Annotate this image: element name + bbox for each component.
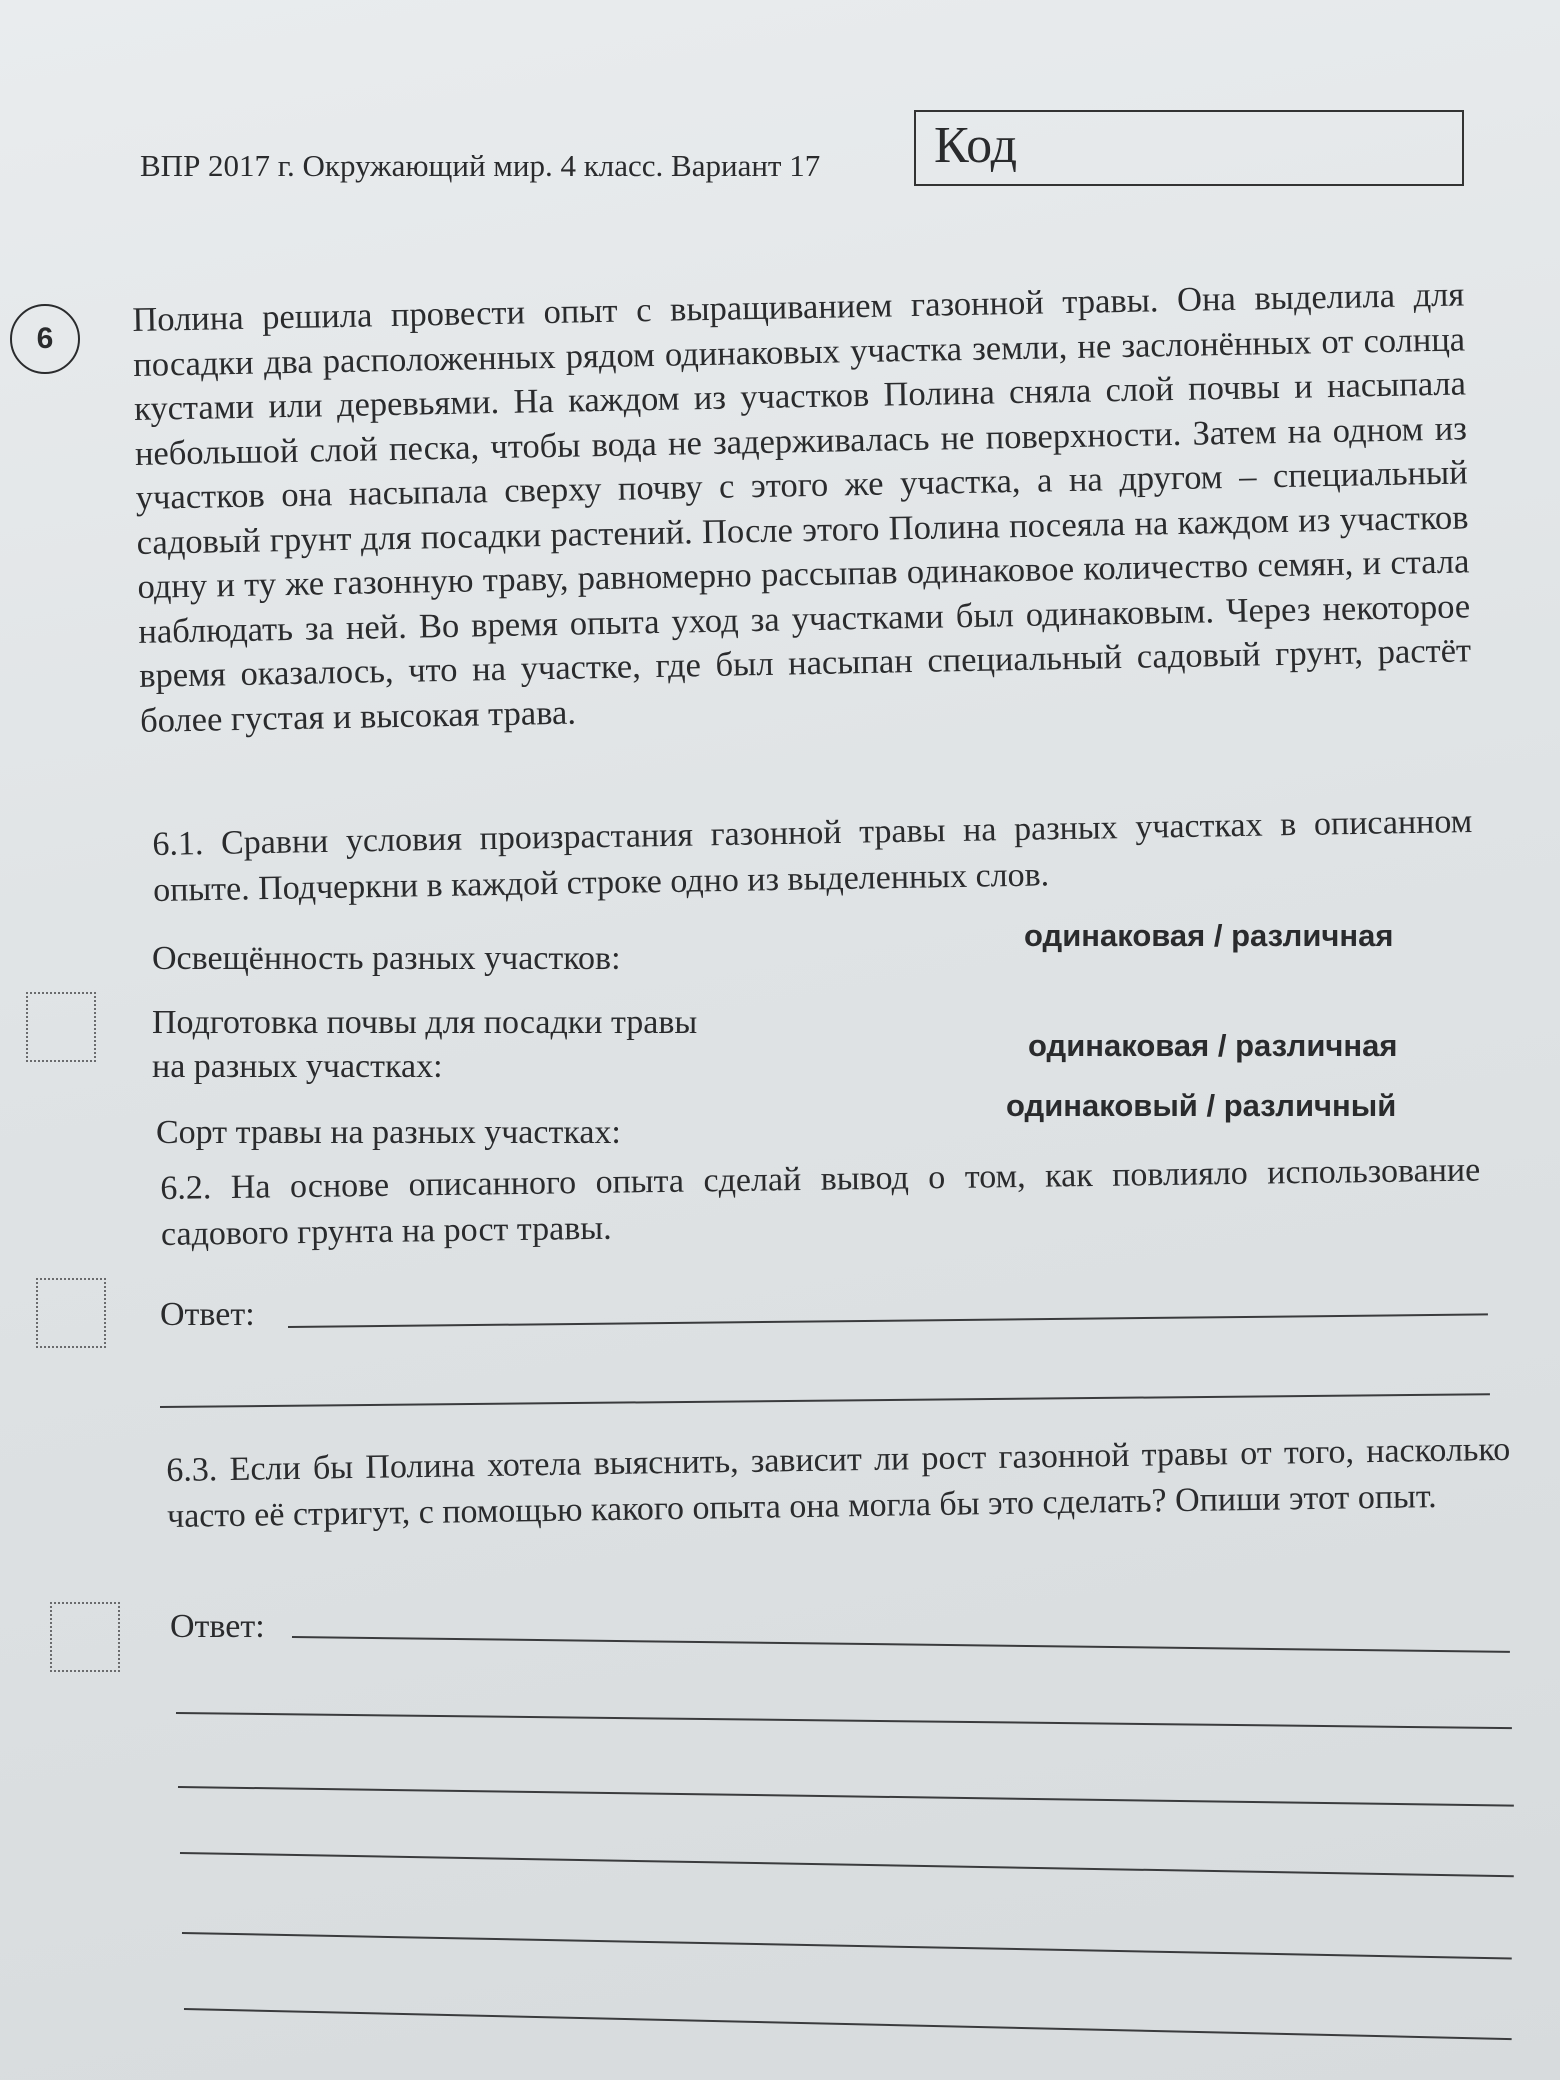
row-illumination-options[interactable]: одинаковая / различная xyxy=(1024,918,1394,953)
answer-line-6-3-6[interactable] xyxy=(184,2008,1512,2040)
row-soil-label-line1: Подготовка почвы для посадки травы xyxy=(152,1004,698,1041)
score-box-6-1[interactable] xyxy=(26,992,96,1062)
answer-line-6-3-4[interactable] xyxy=(180,1852,1514,1877)
row-soil-options[interactable]: одинаковая / различная xyxy=(1028,1028,1398,1063)
answer-line-6-3-5[interactable] xyxy=(182,1932,1512,1960)
row-variety-label: Сорт травы на разных участках: xyxy=(156,1114,621,1151)
question-6-1: 6.1. Сравни условия произрастания газонной травы на разных участках в описанном опыте. Подчеркни в каждой строке одно из выделенных слов. xyxy=(152,802,1473,909)
task-passage: Полина решила провести опыт с выращиванием газонной травы. Она выделила для посадки два расположенных рядом одинаковых участка земли, не заслонённых от солнца кустами или деревьями. На каждом из участков Полина сняла слой почвы и насыпала небольшой слой песка, чтобы вода не задерживалась не поверхности. Затем на одном из участков она насыпала сверху почву с этого же участка, а на другом – специальный садовый грунт для посадки растений. После этого Полина посеяла на каждом из участков одну и ту же газонную траву, равномерно рассыпав одинаковое количество семян, и стала наблюдать за ней. Во время опыта уход за участками был одинаковым. Через некоторое время оказалось, что на участке, где был насыпан специальный садовый грунт, растёт более густая и высокая трава. xyxy=(132,275,1472,740)
question-6-3: 6.3. Если бы Полина хотела выяснить, зависит ли рост газонной травы от того, насколько часто её стригут, с помощью какого опыта она могла бы это сделать? Опиши этот опыт. xyxy=(166,1430,1511,1535)
answer-line-6-3-3[interactable] xyxy=(178,1786,1514,1807)
code-label: Код xyxy=(934,117,1018,174)
row-illumination-label: Освещённость разных участков: xyxy=(152,940,621,977)
answer-line-6-3-2[interactable] xyxy=(176,1712,1512,1729)
answer-label-6-3: Ответ: xyxy=(170,1608,265,1645)
answer-line-6-2-1[interactable] xyxy=(288,1313,1488,1328)
score-box-6-2[interactable] xyxy=(36,1278,106,1348)
page-header: ВПР 2017 г. Окружающий мир. 4 класс. Вариант 17 xyxy=(140,148,821,183)
answer-label-6-2: Ответ: xyxy=(160,1296,255,1333)
code-field[interactable] xyxy=(914,110,1464,186)
row-variety-options[interactable]: одинаковый / различный xyxy=(1006,1088,1397,1123)
score-box-6-3[interactable] xyxy=(50,1602,120,1672)
answer-line-6-2-2[interactable] xyxy=(160,1393,1490,1408)
question-6-2: 6.2. На основе описанного опыта сделай вывод о том, как повлияло использование садового грунта на рост травы. xyxy=(160,1151,1481,1253)
task-number-badge: 6 xyxy=(10,304,80,374)
answer-line-6-3-1[interactable] xyxy=(292,1636,1510,1653)
row-soil-label-line2: на разных участках: xyxy=(152,1048,443,1085)
